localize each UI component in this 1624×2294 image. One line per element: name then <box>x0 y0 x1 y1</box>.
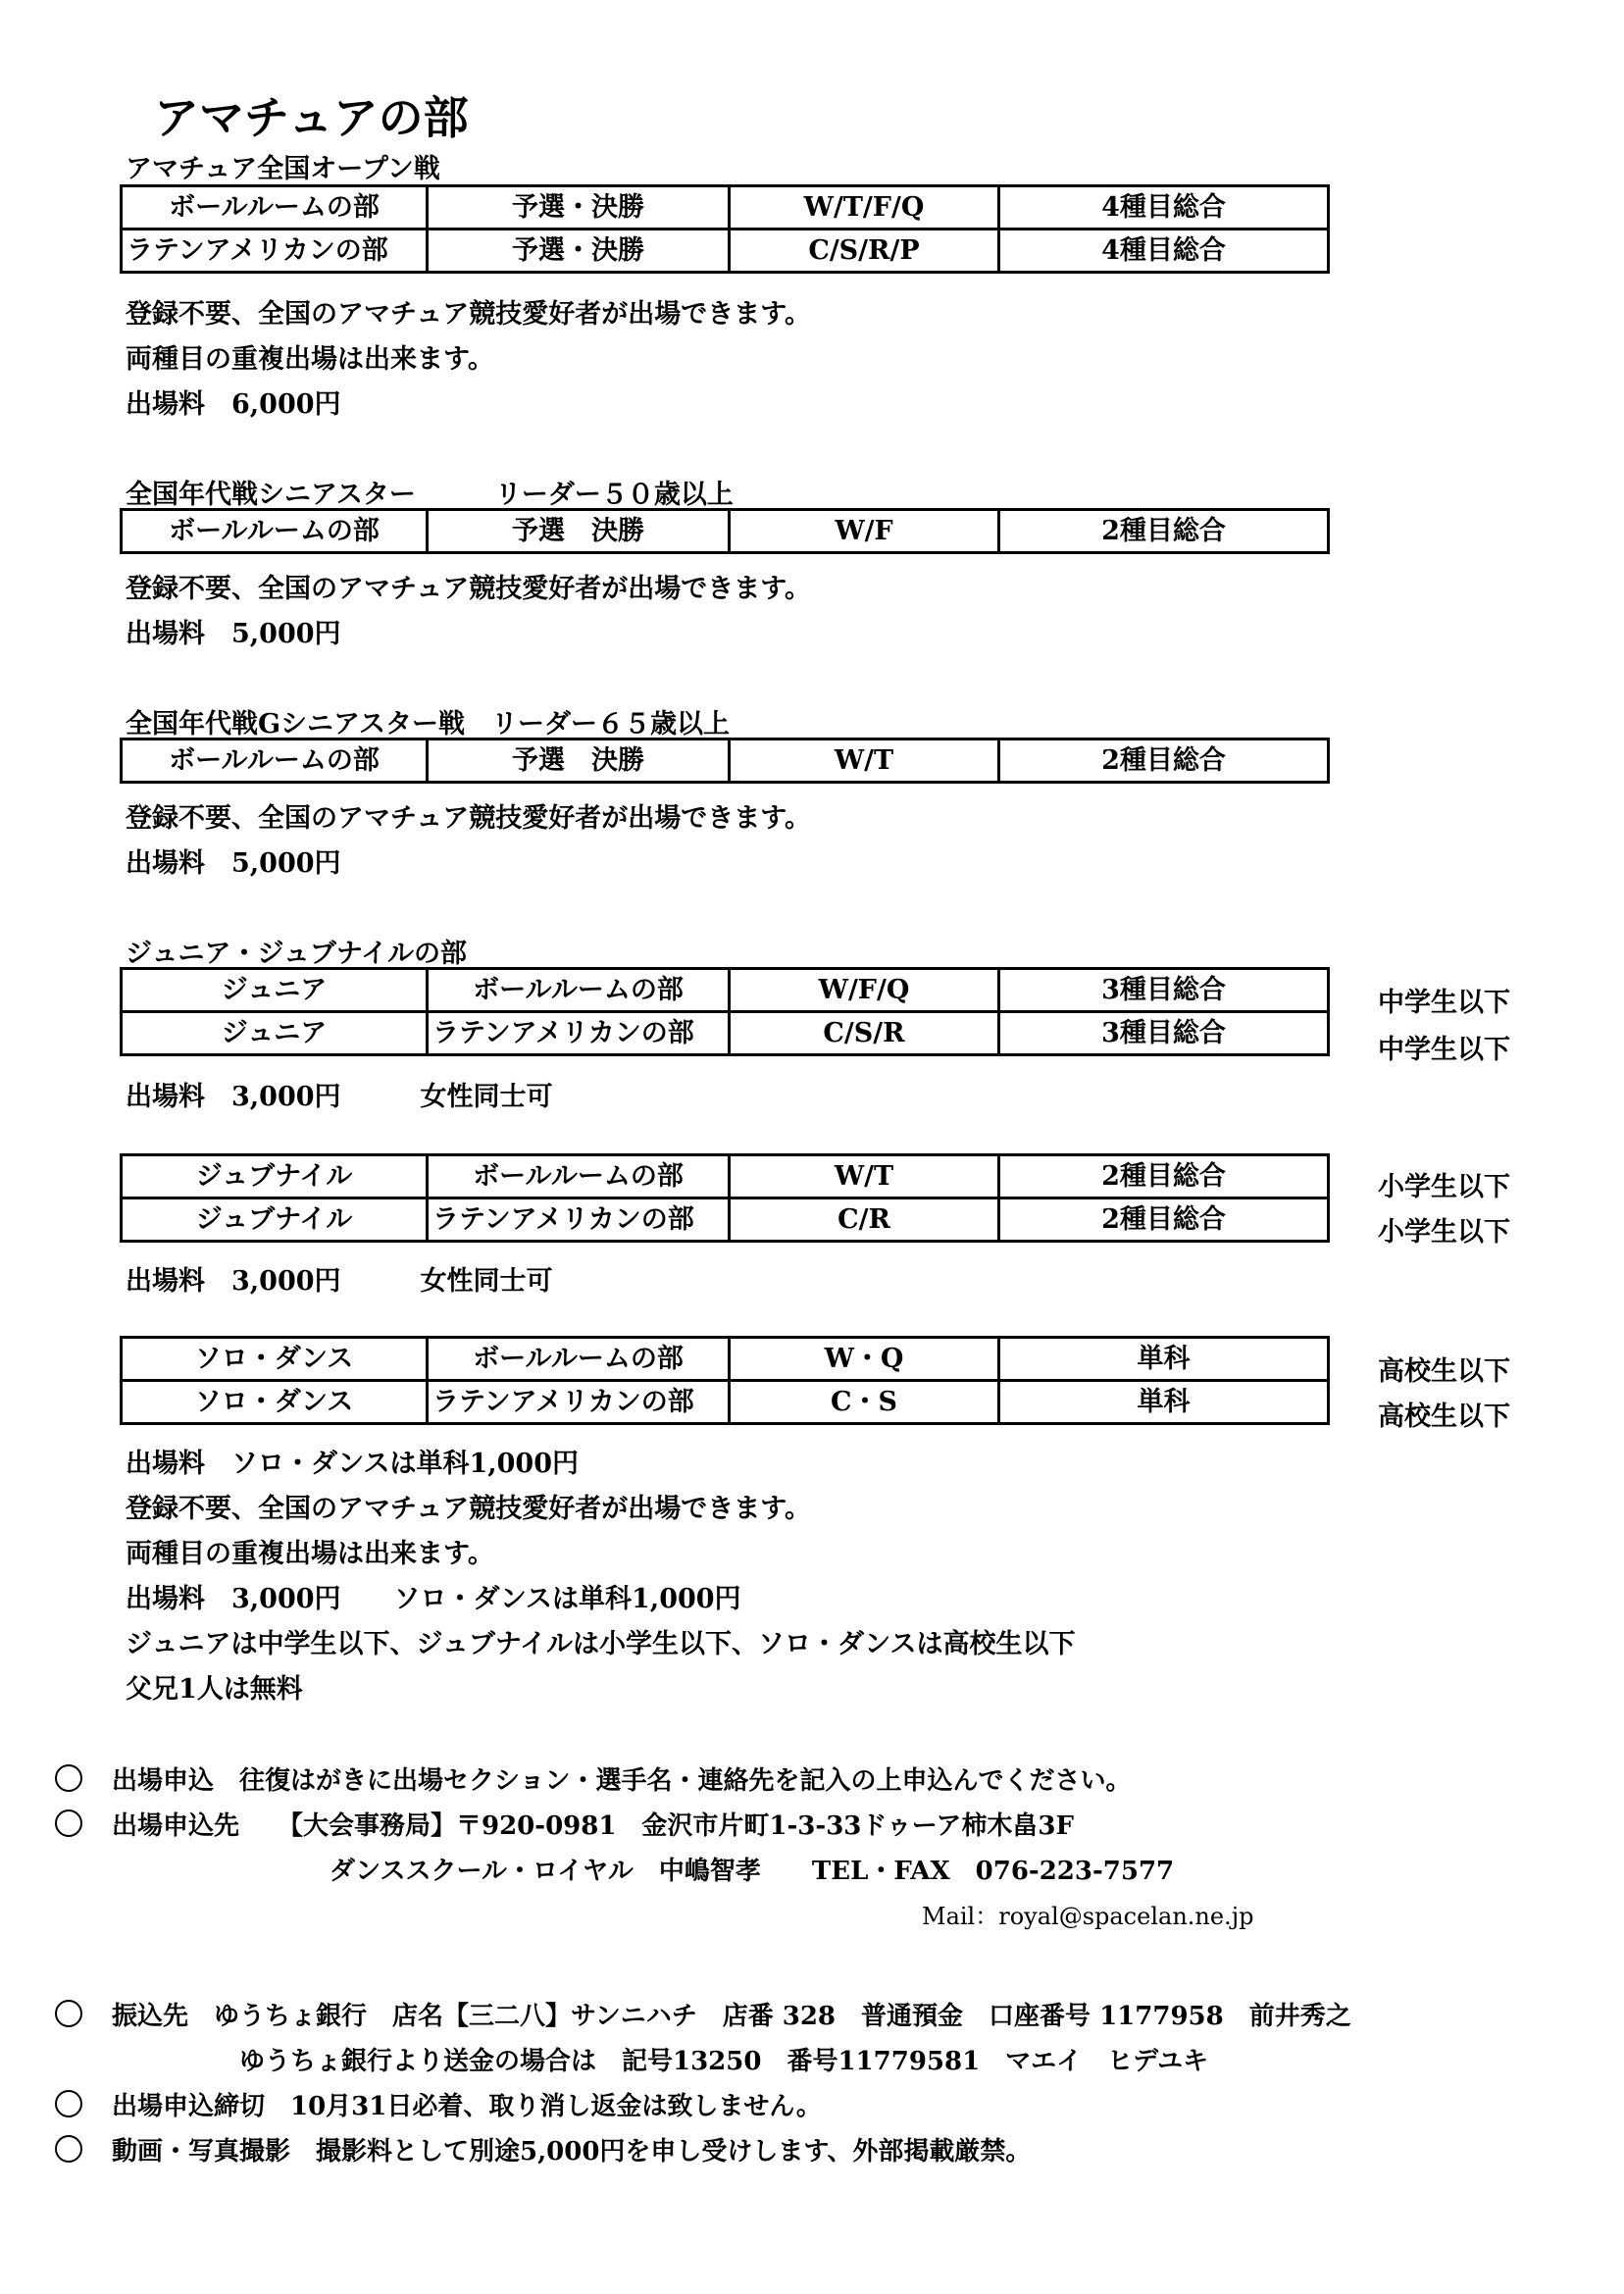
table-cell: W/F <box>730 510 999 553</box>
table-row <box>122 1338 1329 1381</box>
table-row <box>122 739 1329 783</box>
open-note: 登録不要、全国のアマチュア競技愛好者が出場できます。 <box>126 299 812 330</box>
table-cell: ソロ・ダンス <box>122 1338 428 1381</box>
table-cell: ボールルームの部 <box>428 1155 730 1198</box>
solo-note: 父兄1人は無料 <box>126 1674 303 1705</box>
table-cell: 4種目総合 <box>999 186 1329 229</box>
circle-bullet-icon <box>55 2000 82 2027</box>
table-cell: C/S/R <box>730 1012 999 1055</box>
table-cell: ラテンアメリカンの部 <box>428 1012 730 1055</box>
gsenior-heading: 全国年代戦Gシニアスター戦 リーダー６５歳以上 <box>126 709 730 739</box>
table-cell: C/S/R/P <box>730 229 999 273</box>
circle-bullet-icon <box>55 2135 82 2163</box>
solo-note: ジュニアは中学生以下、ジュブナイルは小学生以下、ソロ・ダンスは高校生以下 <box>126 1629 1076 1659</box>
table-cell: 3種目総合 <box>999 1012 1329 1055</box>
table-cell: 4種目総合 <box>999 229 1329 273</box>
circle-bullet-icon <box>55 1810 82 1837</box>
age-note: 小学生以下 <box>1378 1217 1510 1248</box>
gsenior-note: 登録不要、全国のアマチュア競技愛好者が出場できます。 <box>126 803 812 834</box>
gsenior-table <box>120 738 1330 784</box>
table-cell: 予選 決勝 <box>428 510 730 553</box>
table-cell: ボールルームの部 <box>122 186 428 229</box>
table-cell: 2種目総合 <box>999 510 1329 553</box>
table-row <box>122 510 1329 553</box>
table-cell: ジュブナイル <box>122 1198 428 1242</box>
juvenile-table <box>120 1153 1330 1243</box>
table-cell: ラテンアメリカンの部 <box>428 1198 730 1242</box>
table-cell: W/T/F/Q <box>730 186 999 229</box>
table-cell: C・S <box>730 1381 999 1424</box>
solo-note: 両種目の重複出場は出来ます。 <box>126 1539 494 1569</box>
page-title: アマチュアの部 <box>154 91 469 144</box>
table-cell: 単科 <box>999 1338 1329 1381</box>
solo-note: 登録不要、全国のアマチュア競技愛好者が出場できます。 <box>126 1494 812 1524</box>
solo-note: 出場料 ソロ・ダンスは単科1,000円 <box>126 1449 580 1479</box>
school-contact: ダンススクール・ロイヤル 中嶋智孝 TEL・FAX 076-223-7577 <box>330 1857 1175 1886</box>
deadline-info: 出場申込締切 10月31日必着、取り消し返金は致しません。 <box>112 2092 822 2121</box>
gsenior-fee: 出場料 5,000円 <box>126 848 341 879</box>
mail-address: Mail：royal@spacelan.ne.jp <box>922 1903 1254 1930</box>
table-cell: ラテンアメリカンの部 <box>122 229 428 273</box>
juvenile-fee: 出場料 3,000円 女性同士可 <box>126 1266 553 1297</box>
table-cell: W・Q <box>730 1338 999 1381</box>
table-cell: ラテンアメリカンの部 <box>428 1381 730 1424</box>
open-heading: アマチュア全国オープン戦 <box>126 154 440 184</box>
junior-fee: 出場料 3,000円 女性同士可 <box>126 1082 553 1112</box>
open-table <box>120 184 1330 274</box>
senior-note: 登録不要、全国のアマチュア競技愛好者が出場できます。 <box>126 574 812 604</box>
senior-fee: 出場料 5,000円 <box>126 619 341 649</box>
age-note: 小学生以下 <box>1378 1172 1510 1202</box>
table-cell: 2種目総合 <box>999 1198 1329 1242</box>
table-row <box>122 1155 1329 1198</box>
age-note: 高校生以下 <box>1378 1402 1510 1432</box>
open-fee: 出場料 6,000円 <box>126 389 341 420</box>
junior-heading: ジュニア・ジュブナイルの部 <box>126 939 468 969</box>
senior-table <box>120 508 1330 554</box>
table-row <box>122 186 1329 229</box>
table-cell: 3種目総合 <box>999 969 1329 1012</box>
age-note: 中学生以下 <box>1378 1035 1510 1065</box>
table-cell: W/T <box>730 1155 999 1198</box>
junior-table <box>120 967 1330 1056</box>
table-cell: 予選・決勝 <box>428 229 730 273</box>
table-cell: ボールルームの部 <box>428 969 730 1012</box>
table-cell: ジュブナイル <box>122 1155 428 1198</box>
table-cell: W/T <box>730 739 999 783</box>
table-row <box>122 229 1329 273</box>
open-note: 両種目の重複出場は出来ます。 <box>126 344 494 375</box>
table-cell: 単科 <box>999 1381 1329 1424</box>
table-row <box>122 1012 1329 1055</box>
apply-address: 出場申込先 【大会事務局】〒920-0981 金沢市片町1-3-33ドゥーア柿木畠3F <box>112 1811 1074 1841</box>
solo-note: 出場料 3,000円 ソロ・ダンスは単科1,000円 <box>126 1584 741 1614</box>
table-cell: 予選 決勝 <box>428 739 730 783</box>
table-cell: ジュニア <box>122 1012 428 1055</box>
age-note: 高校生以下 <box>1378 1356 1510 1387</box>
solo-table <box>120 1336 1330 1425</box>
video-info: 動画・写真撮影 撮影料として別途5,000円を申し受けします、外部掲載厳禁。 <box>112 2137 1032 2167</box>
table-row <box>122 1381 1329 1424</box>
table-cell: ボールルームの部 <box>428 1338 730 1381</box>
senior-heading: 全国年代戦シニアスター リーダー５０歳以上 <box>126 480 734 510</box>
apply-info: 出場申込 往復はがきに出場セクション・選手名・連絡先を記入の上申込んでください。 <box>112 1766 1132 1796</box>
bank-info: 振込先 ゆうちょ銀行 店名【三二八】サンニハチ 店番 328 普通預金 口座番号 1177958 前井秀之 <box>112 2002 1351 2031</box>
table-cell: ジュニア <box>122 969 428 1012</box>
table-cell: 2種目総合 <box>999 1155 1329 1198</box>
table-cell: ボールルームの部 <box>122 739 428 783</box>
circle-bullet-icon <box>55 2090 82 2117</box>
circle-bullet-icon <box>55 1764 82 1792</box>
table-row <box>122 969 1329 1012</box>
table-cell: C/R <box>730 1198 999 1242</box>
table-cell: ボールルームの部 <box>122 510 428 553</box>
table-row <box>122 1198 1329 1242</box>
bank-transfer-info: ゆうちょ銀行より送金の場合は 記号13250 番号11779581 マエイ ヒデユキ <box>239 2047 1209 2076</box>
table-cell: W/F/Q <box>730 969 999 1012</box>
table-cell: 2種目総合 <box>999 739 1329 783</box>
table-cell: ソロ・ダンス <box>122 1381 428 1424</box>
age-note: 中学生以下 <box>1378 988 1510 1018</box>
table-cell: 予選・決勝 <box>428 186 730 229</box>
